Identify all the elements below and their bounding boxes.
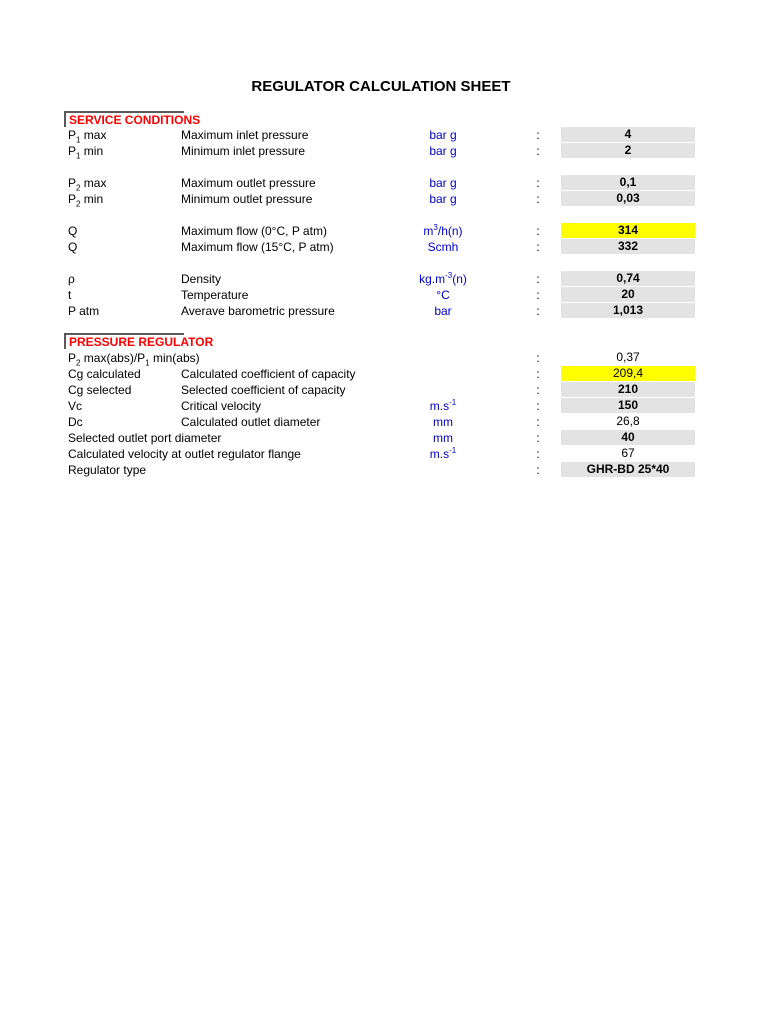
row-value-cell[interactable]: 0,74 <box>561 271 695 286</box>
row-unit <box>392 398 494 414</box>
row-unit <box>392 271 494 287</box>
row-separator: : <box>536 272 540 286</box>
row-symbol <box>68 271 75 287</box>
service-condition-row <box>0 175 768 191</box>
symbol-part: Cg selected <box>68 383 132 397</box>
row-symbol <box>68 366 141 382</box>
row-symbol <box>68 414 83 430</box>
symbol-part: P atm <box>68 304 100 318</box>
row-unit: bar <box>434 304 452 318</box>
row-description: Maximum outlet pressure <box>181 176 316 190</box>
symbol-part: P <box>68 176 77 190</box>
row-separator: : <box>536 351 540 365</box>
unit-part: -1 <box>449 398 457 407</box>
row-description: Temperature <box>181 288 249 302</box>
row-symbol <box>68 303 99 319</box>
symbol-part: 2 <box>76 199 81 209</box>
row-symbol <box>68 382 131 398</box>
symbol-part: Regulator type <box>68 463 147 477</box>
row-unit: bar g <box>429 128 457 142</box>
regulator-parameter-row <box>0 398 768 414</box>
row-unit: bar g <box>429 192 457 206</box>
symbol-part: 1 <box>76 151 81 161</box>
row-value-cell[interactable]: 2 <box>561 143 695 158</box>
symbol-part: P <box>68 128 77 142</box>
symbol-part: ρ <box>68 272 75 286</box>
row-symbol <box>68 430 221 446</box>
symbol-part: Calculated velocity at outlet regulator flange <box>68 447 301 461</box>
symbol-part: Dc <box>68 415 83 429</box>
symbol-part: Cg calculated <box>68 367 141 381</box>
symbol-part: P <box>68 351 77 365</box>
row-unit: bar g <box>429 176 457 190</box>
row-value-cell[interactable]: 40 <box>561 430 695 445</box>
regulator-parameter-row <box>0 382 768 398</box>
row-symbol <box>68 191 103 207</box>
row-value-cell[interactable]: 0,37 <box>616 350 640 364</box>
row-value-cell[interactable]: 20 <box>561 287 695 302</box>
unit-part: -1 <box>449 446 457 455</box>
row-value-cell[interactable]: 0,1 <box>561 175 695 190</box>
service-condition-row <box>0 191 768 207</box>
service-condition-row <box>0 271 768 287</box>
symbol-part: max <box>80 128 107 142</box>
row-separator: : <box>536 144 540 158</box>
row-separator: : <box>536 415 540 429</box>
symbol-part: min <box>80 144 104 158</box>
symbol-part: Q <box>68 240 78 254</box>
row-description: Maximum flow (15°C, P atm) <box>181 240 334 254</box>
row-description: Calculated coefficient of capacity <box>181 367 356 381</box>
row-symbol <box>68 398 82 414</box>
row-description: Critical velocity <box>181 399 262 413</box>
page-title: REGULATOR CALCULATION SHEET <box>251 78 511 95</box>
symbol-part: 2 <box>76 183 81 193</box>
symbol-part: t <box>68 288 72 302</box>
regulator-parameter-row <box>0 446 768 462</box>
row-symbol <box>68 350 200 366</box>
row-value-cell[interactable]: 332 <box>561 239 695 254</box>
row-description: Calculated outlet diameter <box>181 415 321 429</box>
row-value-cell[interactable]: 210 <box>561 382 695 397</box>
row-unit: °C <box>436 288 450 302</box>
symbol-part: 2 <box>76 358 81 368</box>
row-description: Density <box>181 272 222 286</box>
row-symbol <box>68 143 103 159</box>
row-unit <box>392 223 494 239</box>
symbol-part: max <box>80 176 107 190</box>
row-value-cell[interactable]: 67 <box>621 446 635 460</box>
row-unit: bar g <box>429 144 457 158</box>
section-heading-pressure-regulator: PRESSURE REGULATOR <box>64 333 184 349</box>
symbol-part: 1 <box>76 135 81 145</box>
regulator-parameter-row <box>0 414 768 430</box>
row-separator: : <box>536 192 540 206</box>
row-symbol <box>68 239 77 255</box>
unit-part: (n) <box>452 272 467 286</box>
unit-part: m.s <box>429 399 450 413</box>
service-condition-row <box>0 239 768 255</box>
row-description: Minimum outlet pressure <box>181 192 313 206</box>
row-separator: : <box>536 399 540 413</box>
unit-part: /h(n) <box>437 224 463 238</box>
row-separator: : <box>536 288 540 302</box>
row-separator: : <box>536 463 540 477</box>
unit-part: 3 <box>433 223 438 232</box>
service-condition-row <box>0 143 768 159</box>
regulator-parameter-row <box>0 366 768 382</box>
row-unit: mm <box>433 415 453 429</box>
unit-part: m.s <box>429 447 450 461</box>
row-value-cell[interactable]: 150 <box>561 398 695 413</box>
row-value-cell[interactable]: 1,013 <box>561 303 695 318</box>
row-description: Minimum inlet pressure <box>181 144 306 158</box>
service-condition-row <box>0 287 768 303</box>
row-unit <box>392 446 494 462</box>
service-condition-row <box>0 223 768 239</box>
symbol-part: Vc <box>68 399 83 413</box>
row-value-cell[interactable]: 209,4 <box>561 366 695 381</box>
symbol-part: Selected outlet port diameter <box>68 431 222 445</box>
row-separator: : <box>536 176 540 190</box>
row-description: Averave barometric pressure <box>181 304 335 318</box>
service-condition-row <box>0 127 768 143</box>
row-symbol <box>68 446 301 462</box>
row-separator: : <box>536 304 540 318</box>
symbol-part: P <box>68 192 77 206</box>
row-separator: : <box>536 447 540 461</box>
symbol-part: Q <box>68 224 78 238</box>
row-separator: : <box>536 128 540 142</box>
row-description: Selected coefficient of capacity <box>181 383 346 397</box>
row-separator: : <box>536 224 540 238</box>
row-value-cell[interactable]: 314 <box>561 223 695 238</box>
row-value-cell[interactable]: GHR-BD 25*40 <box>561 462 695 477</box>
symbol-part: 1 <box>145 358 150 368</box>
symbol-part: P <box>68 144 77 158</box>
row-value-cell[interactable]: 4 <box>561 127 695 142</box>
row-separator: : <box>536 367 540 381</box>
row-value-cell[interactable]: 26,8 <box>616 414 640 428</box>
row-symbol <box>68 127 106 143</box>
symbol-part: min <box>80 192 104 206</box>
service-condition-row <box>0 303 768 319</box>
unit-part: m <box>423 224 434 238</box>
row-description: Maximum inlet pressure <box>181 128 309 142</box>
row-symbol <box>68 287 71 303</box>
symbol-part: max(abs)/P <box>80 351 146 365</box>
row-symbol <box>68 223 77 239</box>
regulator-parameter-row <box>0 462 768 478</box>
row-unit: Scmh <box>427 240 459 254</box>
row-symbol <box>68 462 146 478</box>
regulator-parameter-row <box>0 350 768 366</box>
regulator-parameter-row <box>0 430 768 446</box>
row-separator: : <box>536 431 540 445</box>
unit-part: kg.m <box>419 272 446 286</box>
row-unit: mm <box>433 431 453 445</box>
row-separator: : <box>536 383 540 397</box>
symbol-part: min(abs) <box>149 351 200 365</box>
row-symbol <box>68 175 106 191</box>
row-value-cell[interactable]: 0,03 <box>561 191 695 206</box>
row-description: Maximum flow (0°C, P atm) <box>181 224 327 238</box>
unit-part: -3 <box>445 271 453 280</box>
row-separator: : <box>536 240 540 254</box>
section-heading-service-conditions: SERVICE CONDITIONS <box>64 111 184 127</box>
